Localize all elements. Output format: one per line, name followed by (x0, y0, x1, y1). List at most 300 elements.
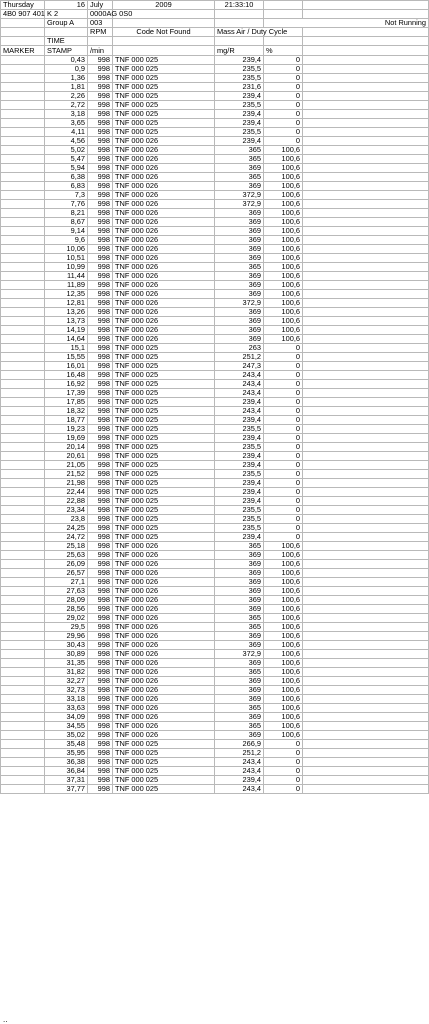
duty-cycle-cell: 100,6 (264, 550, 303, 559)
empty-cell (303, 703, 429, 712)
marker-cell (1, 235, 45, 244)
code-cell: TNF 000 025 (113, 532, 215, 541)
timestamp-cell: 5,94 (45, 163, 88, 172)
duty-cycle-cell: 0 (264, 433, 303, 442)
header-cell: % (264, 46, 303, 55)
code-cell: TNF 000 025 (113, 766, 215, 775)
mass-air-cell: 243,4 (215, 388, 264, 397)
duty-cycle-cell: 0 (264, 532, 303, 541)
table-row (1, 271, 429, 280)
marker-cell (1, 109, 45, 118)
marker-cell (1, 640, 45, 649)
table-row (1, 397, 429, 406)
rpm-cell: 998 (88, 316, 113, 325)
header-cell (1, 19, 45, 28)
rpm-cell: 998 (88, 64, 113, 73)
code-cell: TNF 000 026 (113, 676, 215, 685)
table-row (1, 478, 429, 487)
code-cell: TNF 000 026 (113, 226, 215, 235)
header-cell: Code Not Found (113, 28, 215, 37)
header-cell (264, 1, 303, 10)
duty-cycle-cell: 0 (264, 370, 303, 379)
code-cell: TNF 000 026 (113, 190, 215, 199)
timestamp-cell: 5,47 (45, 154, 88, 163)
timestamp-cell: 17,39 (45, 388, 88, 397)
rpm-cell: 998 (88, 55, 113, 64)
duty-cycle-cell: 0 (264, 415, 303, 424)
empty-cell (303, 442, 429, 451)
table-row (1, 181, 429, 190)
rpm-cell: 998 (88, 460, 113, 469)
empty-cell (303, 658, 429, 667)
duty-cycle-cell: 100,6 (264, 676, 303, 685)
duty-cycle-cell: 100,6 (264, 244, 303, 253)
timestamp-cell: 34,55 (45, 721, 88, 730)
mass-air-cell: 239,4 (215, 487, 264, 496)
marker-cell (1, 658, 45, 667)
empty-cell (303, 307, 429, 316)
header-rows (1, 1, 429, 56)
empty-cell (303, 55, 429, 64)
duty-cycle-cell: 0 (264, 460, 303, 469)
table-row (1, 118, 429, 127)
table-row (1, 172, 429, 181)
duty-cycle-cell: 0 (264, 55, 303, 64)
table-row (1, 316, 429, 325)
duty-cycle-cell: 0 (264, 388, 303, 397)
header-cell (264, 10, 303, 19)
mass-air-cell: 235,5 (215, 424, 264, 433)
marker-cell (1, 397, 45, 406)
rpm-cell: 998 (88, 541, 113, 550)
rpm-cell: 998 (88, 604, 113, 613)
rpm-cell: 998 (88, 424, 113, 433)
code-cell: TNF 000 026 (113, 253, 215, 262)
empty-cell (303, 280, 429, 289)
marker-cell (1, 712, 45, 721)
timestamp-cell: 21,52 (45, 469, 88, 478)
header-cell: Mass Air / Duty Cycle (215, 28, 303, 37)
rpm-cell: 998 (88, 361, 113, 370)
code-cell: TNF 000 026 (113, 298, 215, 307)
rpm-cell: 998 (88, 181, 113, 190)
table-row (1, 586, 429, 595)
rpm-cell: 998 (88, 370, 113, 379)
timestamp-cell: 10,51 (45, 253, 88, 262)
table-row (1, 667, 429, 676)
mass-air-cell: 369 (215, 289, 264, 298)
timestamp-cell: 3,18 (45, 109, 88, 118)
mass-air-cell: 239,4 (215, 397, 264, 406)
timestamp-cell: 31,35 (45, 658, 88, 667)
mass-air-cell: 369 (215, 316, 264, 325)
header-cell (303, 28, 429, 37)
mass-air-cell: 369 (215, 550, 264, 559)
duty-cycle-cell: 100,6 (264, 685, 303, 694)
rpm-cell: 998 (88, 91, 113, 100)
rpm-cell: 998 (88, 172, 113, 181)
duty-cycle-cell: 0 (264, 496, 303, 505)
header-cell: /min (88, 46, 113, 55)
empty-cell (303, 226, 429, 235)
timestamp-cell: 21,98 (45, 478, 88, 487)
table-row (1, 64, 429, 73)
mass-air-cell: 239,4 (215, 478, 264, 487)
table-row (1, 721, 429, 730)
data-rows (1, 55, 429, 793)
table-row (1, 298, 429, 307)
timestamp-cell: 22,44 (45, 487, 88, 496)
empty-cell (303, 757, 429, 766)
empty-cell (303, 343, 429, 352)
duty-cycle-cell: 100,6 (264, 541, 303, 550)
duty-cycle-cell: 0 (264, 766, 303, 775)
empty-cell (303, 739, 429, 748)
code-cell: TNF 000 025 (113, 784, 215, 793)
timestamp-cell: 23,8 (45, 514, 88, 523)
table-row (1, 496, 429, 505)
header-row-row6 (1, 46, 429, 55)
duty-cycle-cell: 0 (264, 523, 303, 532)
table-row (1, 433, 429, 442)
timestamp-cell: 2,72 (45, 100, 88, 109)
duty-cycle-cell: 100,6 (264, 253, 303, 262)
empty-cell (303, 127, 429, 136)
empty-cell (303, 496, 429, 505)
table-row (1, 784, 429, 793)
rpm-cell: 998 (88, 298, 113, 307)
mass-air-cell: 231,6 (215, 82, 264, 91)
code-cell: TNF 000 026 (113, 730, 215, 739)
duty-cycle-cell: 0 (264, 82, 303, 91)
table-row (1, 388, 429, 397)
rpm-cell: 998 (88, 568, 113, 577)
empty-cell (303, 667, 429, 676)
empty-cell (303, 271, 429, 280)
duty-cycle-cell: 100,6 (264, 226, 303, 235)
duty-cycle-cell: 100,6 (264, 703, 303, 712)
duty-cycle-cell: 100,6 (264, 622, 303, 631)
marker-cell (1, 361, 45, 370)
table-row (1, 325, 429, 334)
duty-cycle-cell: 100,6 (264, 577, 303, 586)
mass-air-cell: 239,4 (215, 109, 264, 118)
timestamp-cell: 6,83 (45, 181, 88, 190)
table-row (1, 685, 429, 694)
code-cell: TNF 000 026 (113, 262, 215, 271)
table-row (1, 658, 429, 667)
timestamp-cell: 11,44 (45, 271, 88, 280)
duty-cycle-cell: 0 (264, 343, 303, 352)
timestamp-cell: 17,85 (45, 397, 88, 406)
rpm-cell: 998 (88, 676, 113, 685)
rpm-cell: 998 (88, 415, 113, 424)
empty-cell (303, 199, 429, 208)
marker-cell (1, 442, 45, 451)
duty-cycle-cell: 100,6 (264, 595, 303, 604)
rpm-cell: 998 (88, 136, 113, 145)
table-row (1, 676, 429, 685)
duty-cycle-cell: 0 (264, 406, 303, 415)
duty-cycle-cell: 100,6 (264, 730, 303, 739)
rpm-cell: 998 (88, 343, 113, 352)
empty-cell (303, 640, 429, 649)
duty-cycle-cell: 0 (264, 361, 303, 370)
mass-air-cell: 369 (215, 631, 264, 640)
header-cell (215, 10, 264, 19)
timestamp-cell: 15,55 (45, 352, 88, 361)
table-row (1, 91, 429, 100)
mass-air-cell: 369 (215, 595, 264, 604)
table-row (1, 703, 429, 712)
code-cell: TNF 000 026 (113, 559, 215, 568)
code-cell: TNF 000 025 (113, 118, 215, 127)
marker-cell (1, 649, 45, 658)
marker-cell (1, 784, 45, 793)
mass-air-cell: 369 (215, 640, 264, 649)
empty-cell (303, 352, 429, 361)
empty-cell (303, 361, 429, 370)
rpm-cell: 998 (88, 784, 113, 793)
timestamp-cell: 12,35 (45, 289, 88, 298)
marker-cell (1, 613, 45, 622)
mass-air-cell: 239,4 (215, 415, 264, 424)
code-cell: TNF 000 026 (113, 721, 215, 730)
duty-cycle-cell: 100,6 (264, 604, 303, 613)
rpm-cell: 998 (88, 163, 113, 172)
mass-air-cell: 369 (215, 226, 264, 235)
table-row (1, 730, 429, 739)
table-row (1, 235, 429, 244)
timestamp-cell: 13,73 (45, 316, 88, 325)
marker-cell (1, 289, 45, 298)
empty-cell (303, 676, 429, 685)
header-cell (1, 28, 45, 37)
timestamp-cell: 37,31 (45, 775, 88, 784)
empty-cell (303, 397, 429, 406)
table-row (1, 334, 429, 343)
code-cell: TNF 000 025 (113, 460, 215, 469)
rpm-cell: 998 (88, 586, 113, 595)
mass-air-cell: 235,5 (215, 523, 264, 532)
table-row (1, 757, 429, 766)
mass-air-cell: 369 (215, 163, 264, 172)
timestamp-cell: 37,77 (45, 784, 88, 793)
header-cell (113, 37, 215, 46)
header-cell: 21:33:10 (215, 1, 264, 10)
marker-cell (1, 559, 45, 568)
duty-cycle-cell: 100,6 (264, 181, 303, 190)
timestamp-cell: 28,56 (45, 604, 88, 613)
timestamp-cell: 24,25 (45, 523, 88, 532)
empty-cell (303, 190, 429, 199)
code-cell: TNF 000 026 (113, 685, 215, 694)
marker-cell (1, 262, 45, 271)
timestamp-cell: 16,48 (45, 370, 88, 379)
timestamp-cell: 2,26 (45, 91, 88, 100)
code-cell: TNF 000 026 (113, 136, 215, 145)
code-cell: TNF 000 026 (113, 595, 215, 604)
timestamp-cell: 29,02 (45, 613, 88, 622)
empty-cell (303, 208, 429, 217)
code-cell: TNF 000 026 (113, 172, 215, 181)
rpm-cell: 998 (88, 523, 113, 532)
code-cell: TNF 000 025 (113, 82, 215, 91)
code-cell: TNF 000 025 (113, 361, 215, 370)
table-row (1, 406, 429, 415)
header-cell (264, 37, 303, 46)
mass-air-cell: 243,4 (215, 757, 264, 766)
duty-cycle-cell: 100,6 (264, 163, 303, 172)
mass-air-cell: 235,5 (215, 127, 264, 136)
mass-air-cell: 369 (215, 244, 264, 253)
mass-air-cell: 369 (215, 334, 264, 343)
marker-cell (1, 271, 45, 280)
rpm-cell: 998 (88, 631, 113, 640)
table-row (1, 226, 429, 235)
duty-cycle-cell: 100,6 (264, 613, 303, 622)
table-row (1, 190, 429, 199)
rpm-cell: 998 (88, 442, 113, 451)
marker-cell (1, 541, 45, 550)
code-cell: TNF 000 025 (113, 388, 215, 397)
rpm-cell: 998 (88, 775, 113, 784)
duty-cycle-cell: 0 (264, 505, 303, 514)
code-cell: TNF 000 026 (113, 694, 215, 703)
marker-cell (1, 343, 45, 352)
timestamp-cell: 25,18 (45, 541, 88, 550)
rpm-cell: 998 (88, 514, 113, 523)
empty-cell (303, 181, 429, 190)
marker-cell (1, 739, 45, 748)
timestamp-cell: 8,21 (45, 208, 88, 217)
duty-cycle-cell: 0 (264, 73, 303, 82)
header-cell: 16 (45, 1, 88, 10)
timestamp-cell: 36,84 (45, 766, 88, 775)
table-row (1, 748, 429, 757)
marker-cell (1, 334, 45, 343)
code-cell: TNF 000 025 (113, 397, 215, 406)
header-cell: July (88, 1, 113, 10)
table-row (1, 289, 429, 298)
mass-air-cell: 365 (215, 145, 264, 154)
duty-cycle-cell: 0 (264, 469, 303, 478)
code-cell: TNF 000 026 (113, 280, 215, 289)
empty-cell (303, 532, 429, 541)
rpm-cell: 998 (88, 289, 113, 298)
table-row (1, 523, 429, 532)
marker-cell (1, 433, 45, 442)
empty-cell (303, 424, 429, 433)
timestamp-cell: 18,77 (45, 415, 88, 424)
timestamp-cell: 29,5 (45, 622, 88, 631)
mass-air-cell: 263 (215, 343, 264, 352)
empty-cell (303, 631, 429, 640)
empty-cell (303, 64, 429, 73)
empty-cell (303, 136, 429, 145)
header-cell: MARKER (1, 46, 45, 55)
empty-cell (303, 379, 429, 388)
marker-cell (1, 172, 45, 181)
marker-cell (1, 460, 45, 469)
table-row (1, 451, 429, 460)
table-row (1, 766, 429, 775)
code-cell: TNF 000 026 (113, 658, 215, 667)
empty-cell (303, 577, 429, 586)
table-row (1, 55, 429, 64)
rpm-cell: 998 (88, 757, 113, 766)
rpm-cell: 998 (88, 712, 113, 721)
marker-cell (1, 694, 45, 703)
table-row (1, 343, 429, 352)
rpm-cell: 998 (88, 640, 113, 649)
mass-air-cell: 369 (215, 307, 264, 316)
table-row (1, 568, 429, 577)
marker-cell (1, 298, 45, 307)
marker-cell (1, 55, 45, 64)
timestamp-cell: 18,32 (45, 406, 88, 415)
timestamp-cell: 26,09 (45, 559, 88, 568)
code-cell: TNF 000 026 (113, 145, 215, 154)
duty-cycle-cell: 0 (264, 100, 303, 109)
code-cell: TNF 000 025 (113, 91, 215, 100)
empty-cell (303, 451, 429, 460)
duty-cycle-cell: 100,6 (264, 667, 303, 676)
timestamp-cell: 27,63 (45, 586, 88, 595)
mass-air-cell: 239,4 (215, 55, 264, 64)
empty-cell (303, 748, 429, 757)
rpm-cell: 998 (88, 352, 113, 361)
code-cell: TNF 000 026 (113, 622, 215, 631)
duty-cycle-cell: 100,6 (264, 145, 303, 154)
code-cell: TNF 000 026 (113, 289, 215, 298)
code-cell: TNF 000 025 (113, 487, 215, 496)
duty-cycle-cell: 0 (264, 352, 303, 361)
rpm-cell: 998 (88, 397, 113, 406)
table-row (1, 622, 429, 631)
empty-cell (303, 118, 429, 127)
mass-air-cell: 239,4 (215, 451, 264, 460)
rpm-cell: 998 (88, 73, 113, 82)
duty-cycle-cell: 100,6 (264, 721, 303, 730)
code-cell: TNF 000 026 (113, 316, 215, 325)
empty-cell (303, 784, 429, 793)
empty-cell (303, 568, 429, 577)
header-row-row1 (1, 1, 429, 10)
table-row (1, 541, 429, 550)
table-row (1, 577, 429, 586)
empty-cell (303, 469, 429, 478)
table-row (1, 550, 429, 559)
code-cell: TNF 000 025 (113, 469, 215, 478)
code-cell: TNF 000 025 (113, 442, 215, 451)
duty-cycle-cell: 0 (264, 136, 303, 145)
mass-air-cell: 365 (215, 154, 264, 163)
marker-cell (1, 496, 45, 505)
code-cell: TNF 000 026 (113, 613, 215, 622)
mass-air-cell: 239,4 (215, 496, 264, 505)
rpm-cell: 998 (88, 703, 113, 712)
header-cell: 2009 (113, 1, 215, 10)
rpm-cell: 998 (88, 226, 113, 235)
marker-cell (1, 595, 45, 604)
marker-cell (1, 136, 45, 145)
code-cell: TNF 000 025 (113, 73, 215, 82)
rpm-cell: 998 (88, 451, 113, 460)
mass-air-cell: 235,5 (215, 64, 264, 73)
timestamp-cell: 36,38 (45, 757, 88, 766)
code-cell: TNF 000 026 (113, 541, 215, 550)
